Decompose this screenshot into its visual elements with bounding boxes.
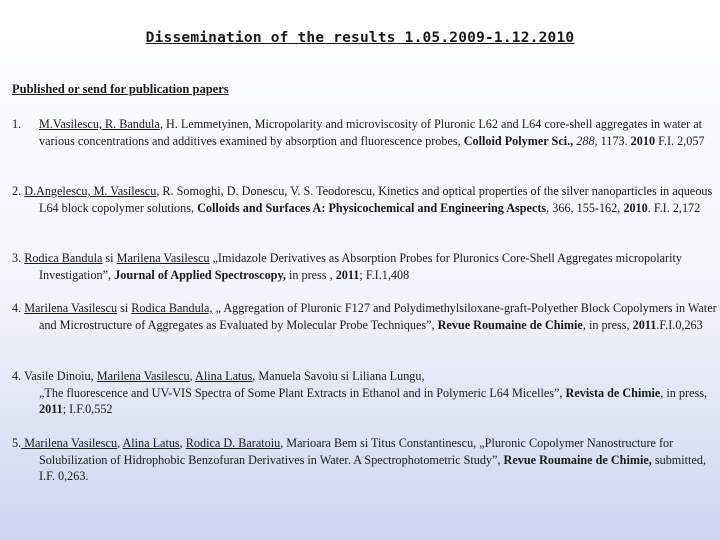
reference-separator: , [179,436,186,450]
reference-number: 4. [12,369,22,383]
reference-author: Marilena Vasilescu [116,251,210,265]
reference-connector: si [102,251,117,265]
reference-journal: Journal of Applied Spectroscopy, [114,267,286,282]
reference-title: „Imidazole Derivatives as Absorption Probes for Pluronics Core-Shell Aggregates micropolarity Investigation”, [39,251,682,282]
reference-year: 2010 [630,133,656,148]
reference-impact-factor: . F.I. 2,172 [647,200,701,215]
reference-author: Rodica Bandula, [131,301,213,315]
reference-pages: , 366, 155-162, [546,200,624,215]
reference-impact-factor: ; F.I.1,408 [359,267,410,282]
reference-year: 2011 [335,267,360,282]
reference-journal: Colloid Polymer Sci., [463,133,574,148]
reference-item [12,368,718,418]
reference-status: , in press, [660,385,708,400]
reference-impact-factor: ; I.F.0,552 [62,402,113,416]
reference-impact-factor: F.I. 2,057 [655,133,705,148]
reference-number: 4. [12,301,22,315]
reference-author: Alina Latus [122,436,180,450]
reference-journal: Revue Roumaine de Chimie [437,317,583,332]
reference-item [12,435,718,485]
reference-status: in press , [285,267,336,282]
reference-connector: si [117,301,132,315]
reference-year: 2011 [39,402,63,416]
reference-text: , H. Lemmetyinen, Micropolarity and microviscosity of Pluronic L62 and L64 core-shell aggregates in water at various concentrations and additives examined by absorption and fluorescence probes, [39,117,703,148]
slide-title: Dissemination of the results 1.05.2009-1.12.2010 [145,30,575,46]
reference-authors-rest: , Manuela Savoiu si Liliana Lungu, [252,369,425,383]
reference-item [12,183,718,216]
reference-author: Alina Latus [195,369,253,383]
reference-number: 3. [12,251,22,265]
reference-title: „ Aggregation of Pluronic F127 and Polydimethylsiloxane-graft-Polyether Block Copolymers in Water and Microstructure of Aggregates as Evaluated by Molecular Probe Techniques”, [39,301,717,332]
reference-authors: D.Angelescu, M. Vasilescu [24,184,157,198]
section-heading: Published or send for publication papers [12,82,229,96]
reference-number: 1. [12,117,22,131]
reference-number: 2. [12,184,22,198]
reference-pages: , 1173. [594,133,631,148]
reference-author: Marilena Vasilescu [21,436,118,450]
reference-item [12,300,718,333]
reference-journal: Revue Roumaine de Chimie, [503,452,652,467]
reference-item [12,250,718,283]
reference-status: , in press, [582,317,633,332]
reference-journal: Colloids and Surfaces A: Physicochemical and Engineering Aspects [197,200,547,215]
reference-volume: 288 [576,133,595,148]
reference-author: Vasile Dinoiu, [23,369,97,383]
reference-authors: M.Vasilescu, R. Bandula [39,117,160,131]
reference-separator: , [189,369,196,383]
reference-author: Marilena Vasilescu [24,301,118,315]
reference-author: Rodica Bandula [24,251,103,265]
reference-text: , Marioara Bem si Titus Constantinescu, „Pluronic Copolymer Nanostructure for Solubilization of Hidrophobic Benzofuran Derivatives in Water. A Spectrophotometric Study”, [39,436,674,467]
reference-item [12,116,718,149]
reference-year: 2011 [632,317,657,332]
reference-impact-factor: .F.I.0,263 [656,317,703,332]
reference-title: „The fluorescence and UV-VIS Spectra of Some Plant Extracts in Ethanol and in Polymeric L64 Micelles”, [39,385,566,400]
reference-year: 2010 [623,200,648,215]
reference-author: Marilena Vasilescu [96,369,190,383]
reference-number: 5. [12,436,22,450]
reference-status: submitted, I.F. 0,263. [39,452,706,483]
reference-journal: Revista de Chimie [565,385,661,400]
reference-author: Rodica D. Baratoiu [185,436,281,450]
reference-separator: , [117,436,123,450]
reference-text: , R. Somoghi, D. Donescu, V. S. Teodorescu, Kinetics and optical properties of the silver nanoparticles in aqueous L64 block copolymer solutions, [39,184,713,215]
